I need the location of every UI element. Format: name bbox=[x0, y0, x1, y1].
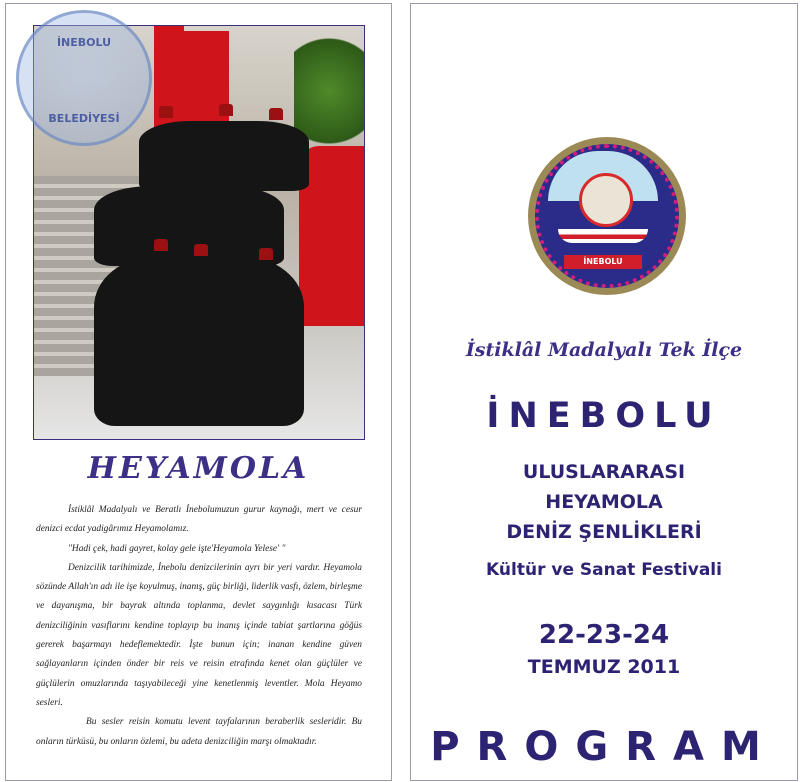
right-page bbox=[410, 3, 798, 781]
subtitle: İstiklâl Madalyalı Tek İlçe bbox=[465, 339, 743, 361]
belediye-seal-logo: İNEBOLU BELEDİYESİ bbox=[16, 10, 152, 146]
event-dates: 22-23-24 bbox=[538, 620, 670, 650]
inebolu-emblem-logo: İNEBOLU bbox=[528, 137, 686, 295]
event-month-year: TEMMUZ 2011 bbox=[527, 656, 681, 678]
dancers-top bbox=[139, 121, 309, 191]
program-title: PROGRAM bbox=[430, 724, 778, 770]
dancers-bottom bbox=[94, 256, 304, 426]
left-page bbox=[5, 3, 392, 781]
festival-title: Kültür ve Sanat Festivali bbox=[486, 560, 722, 580]
heyamola-text: İstiklâl Madalyalı ve Beratlı İnebolumuzun gurur kaynağı, mert ve cesur denizci ecdat yadigârımız Heyamolamız. "Hadi çek, hadi gayret, kolay gele işte'Heyamola Yelese' " Denizcilik tarihimizde, İnebolu denizcilerinin ayrı bir yeri vardır. Heyamola sözünde Allah'ın adı ile işe koyulmuş, inanış, güç birliği, liderlik vasfı, özlem, birleşme ve dayanışma, bir bayrak altında toplanma, devlet saygınlığı kısacası Türk denizciliğinin vasıflarını kendine toplayıp bu inanış içinde tabiat şartlarına göğüs gererek başarmayı hedeflemektedir. İşte bunun için; inanan kendine güven sağlayanların içinden önder bir reis ve reisin etrafında kenet olan güçlüler ve güçlülerin omuzlarında taşıyabileceği yine kenetlenmiş leventler. Mola Heyamo sesleri. Bu sesler reisin komutu levent tayfalarının beraberlik sesleridir. Bu onların türküsü, bu onların özlemi, bu adeta denizciliğin marşı olmaktadır. bbox=[36, 505, 362, 747]
heyamola-title: HEYAMOLA bbox=[87, 451, 310, 486]
town-title: İNEBOLU bbox=[486, 396, 722, 436]
flag bbox=[154, 26, 184, 136]
turkish-flag bbox=[184, 31, 229, 131]
dancers-middle bbox=[94, 186, 284, 266]
event-title: ULUSLARARASI HEYAMOLA DENİZ ŞENLİKLERİ bbox=[506, 461, 702, 543]
